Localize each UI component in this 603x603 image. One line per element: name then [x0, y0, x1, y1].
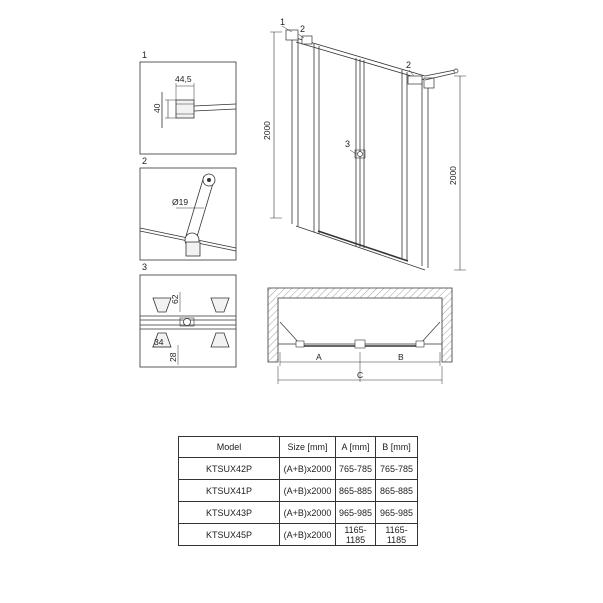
header-b: B [mm] — [376, 437, 418, 458]
cell-a: 865-885 — [336, 480, 376, 502]
elevation-height-right: 2000 — [448, 166, 458, 185]
table-header-row — [179, 437, 418, 458]
detail-1 — [140, 50, 236, 154]
elevation-callout-1: 1 — [280, 17, 286, 27]
cell-a: 765-785 — [336, 458, 376, 480]
cell-a: 1165-1185 — [336, 524, 376, 546]
detail-1-height: 40 — [152, 103, 162, 113]
plan-view — [268, 288, 452, 384]
cell-b: 1165-1185 — [376, 524, 418, 546]
detail-3-left-dim: 34 — [154, 337, 164, 347]
header-size: Size [mm] — [280, 437, 336, 458]
cell-model: KTSUX43P — [179, 502, 280, 524]
front-elevation — [262, 17, 466, 270]
cell-size: (A+B)x2000 — [280, 524, 336, 546]
detail-1-width: 44,5 — [175, 74, 192, 84]
cell-b: 765-785 — [376, 458, 418, 480]
plan-dim-a: A — [316, 352, 322, 362]
plan-dim-b: B — [398, 352, 404, 362]
header-model: Model — [179, 437, 280, 458]
cell-model: KTSUX42P — [179, 458, 280, 480]
table-row — [179, 524, 418, 546]
cell-b: 965-985 — [376, 502, 418, 524]
detail-2 — [140, 156, 236, 260]
detail-2-number: 2 — [142, 156, 148, 166]
cell-model: KTSUX41P — [179, 480, 280, 502]
cell-model: KTSUX45P — [179, 524, 280, 546]
elevation-callout-2b: 2 — [406, 60, 412, 70]
cell-b: 865-885 — [376, 480, 418, 502]
detail-2-diameter: Ø19 — [172, 197, 189, 207]
detail-3-bottom-dim: 28 — [168, 352, 178, 362]
table-row — [179, 502, 418, 524]
detail-3-top-dim: 62 — [170, 294, 180, 304]
model-size-table — [178, 436, 418, 546]
cell-a: 965-985 — [336, 502, 376, 524]
plan-dim-c: C — [357, 370, 364, 380]
cell-size: (A+B)x2000 — [280, 502, 336, 524]
elevation-height-left: 2000 — [262, 121, 272, 140]
detail-1-number: 1 — [142, 50, 148, 60]
cell-size: (A+B)x2000 — [280, 480, 336, 502]
detail-3-number: 3 — [142, 262, 148, 272]
detail-3 — [140, 262, 236, 367]
elevation-callout-3: 3 — [345, 139, 351, 149]
cell-size: (A+B)x2000 — [280, 458, 336, 480]
table-row — [179, 480, 418, 502]
elevation-callout-2a: 2 — [300, 24, 306, 34]
header-a: A [mm] — [336, 437, 376, 458]
table-row — [179, 458, 418, 480]
